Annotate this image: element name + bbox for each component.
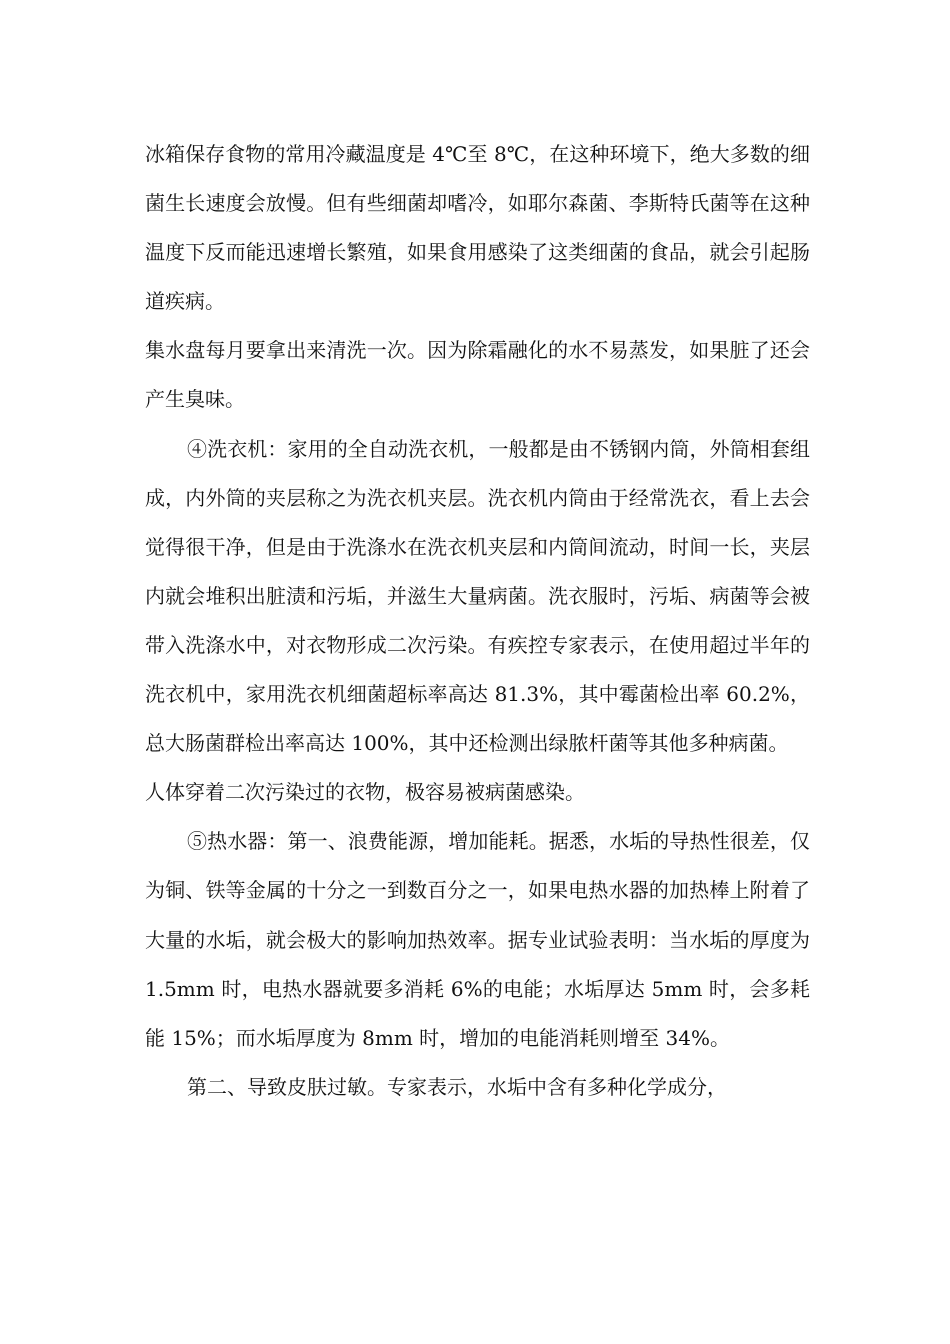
paragraph-washing-machine: ④洗衣机：家用的全自动洗衣机，一般都是由不锈钢内筒，外筒相套组成，内外筒的夹层称之为洗衣机夹层。洗衣机内筒由于经常洗衣，看上去会觉得很干净，但是由于洗涤水在洗衣机夹层和内筒间流动，时间一长，夹层内就会堆积出脏渍和污垢，并滋生大量病菌。洗衣服时，污垢、病菌等会被带入洗涤水中，对衣物形成二次污染。有疾控专家表示，在使用超过半年的洗衣机中，家用洗衣机细菌超标率高达 81.3%，其中霉菌检出率 60.2%，总大肠菌群检出率高达 100%，其中还检测出绿脓杆菌等其他多种病菌。 bbox=[145, 436, 810, 756]
paragraph-skin-allergy: 第二、导致皮肤过敏。专家表示，水垢中含有多种化学成分， bbox=[187, 1074, 727, 1099]
paragraph-clothing-infection: 人体穿着二次污染过的衣物，极容易被病菌感染。 bbox=[145, 780, 585, 805]
paragraph-drip-tray: 集水盘每月要拿出来清洗一次。因为除霜融化的水不易蒸发，如果脏了还会产生臭味。 bbox=[145, 338, 810, 412]
paragraph-water-heater: ⑤热水器：第一、浪费能源，增加能耗。据悉，水垢的导热性很差，仅为铜、铁等金属的十分之一到数百分之一，如果电热水器的加热棒上附着了大量的水垢，就会极大的影响加热效率。据专业试验表明：当水垢的厚度为 1.5mm 时，电热水器就要多消耗 6%的电能；水垢厚达 5mm 时，会多耗能 15%；而水垢厚度为 8mm 时，增加的电能消耗则增至 34%。 bbox=[145, 829, 810, 1050]
paragraph-fridge-temperature: 冰箱保存食物的常用冷藏温度是 4℃至 8℃，在这种环境下，绝大多数的细菌生长速度会放慢。但有些细菌却嗜冷，如耶尔森菌、李斯特氏菌等在这种温度下反而能迅速增长繁殖，如果食用感染了这类细菌的食品，就会引起肠道疾病。 bbox=[145, 142, 810, 314]
document-body bbox=[145, 130, 810, 1112]
